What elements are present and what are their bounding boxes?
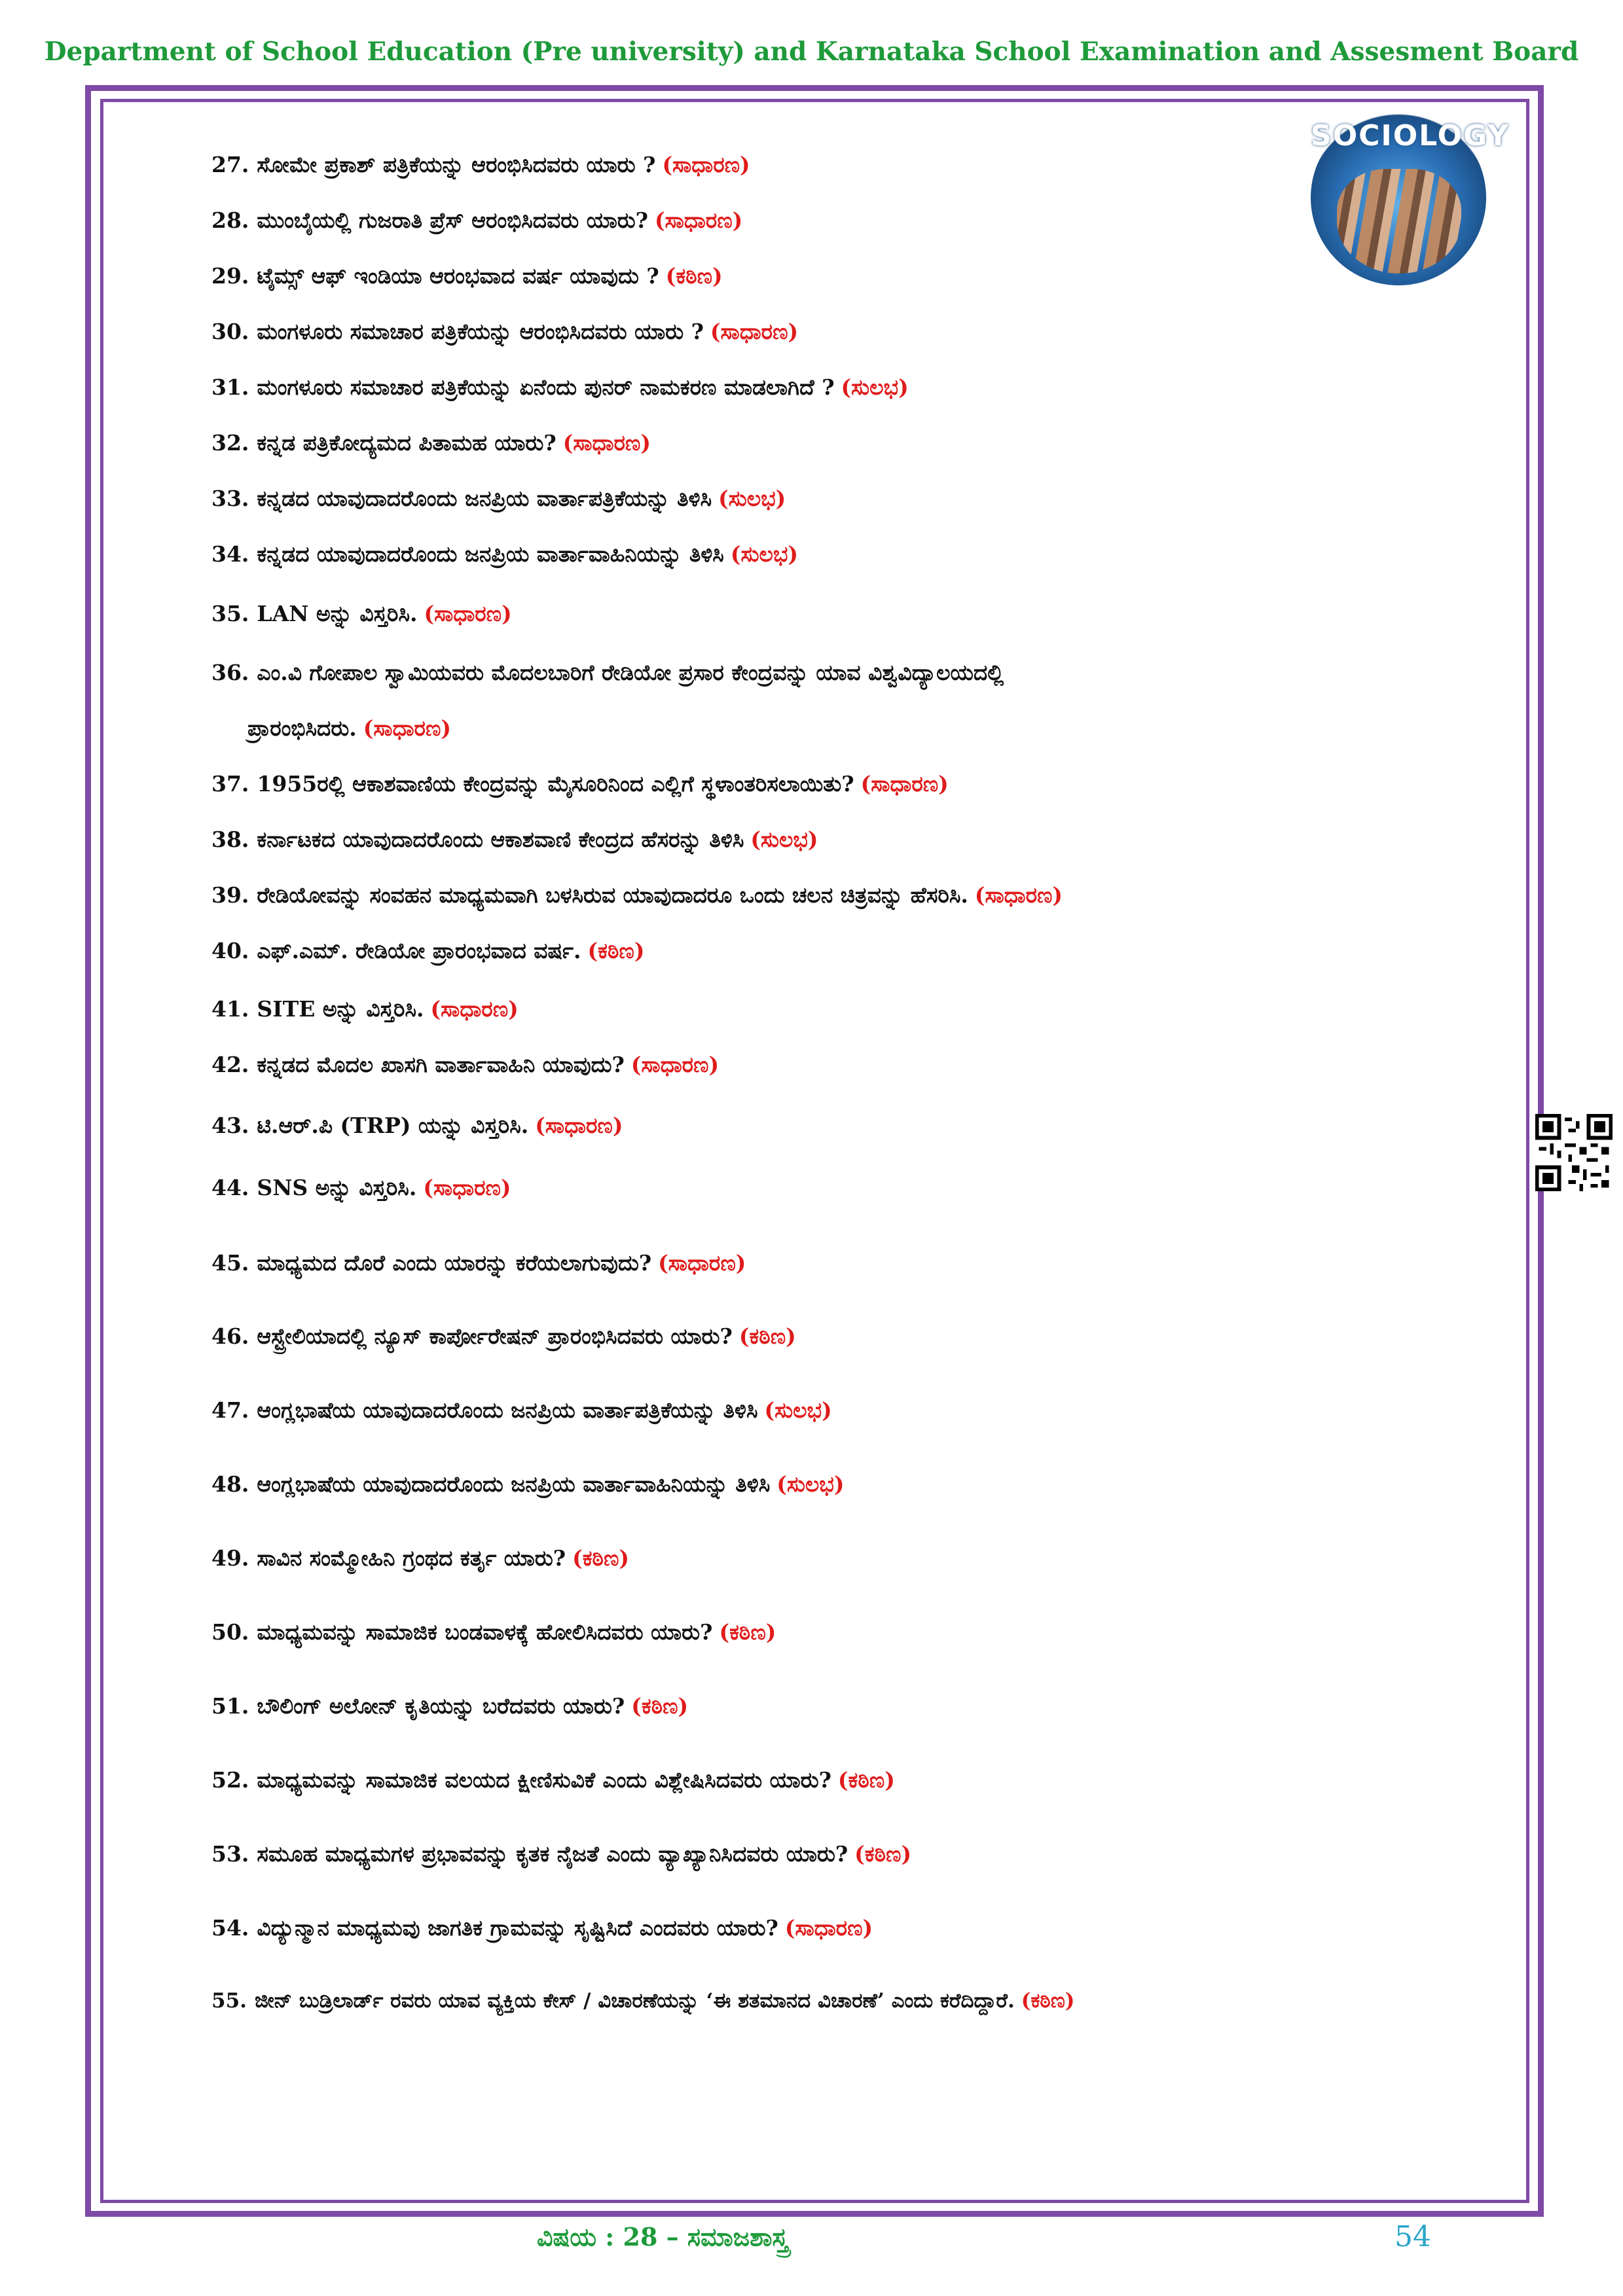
question-44: 44. SNS ಅನ್ನು ವಿಸ್ತರಿಸಿ. (ಸಾಧಾರಣ) <box>211 1175 511 1200</box>
question-54: 54. ವಿದ್ಯುನ್ಮಾನ ಮಾಧ್ಯಮವು ಜಾಗತಿಕ ಗ್ರಾಮವನ್ನು ಸೃಷ್ಟಿಸಿದೆ ಎಂದವರು ಯಾರು? (ಸಾಧಾರಣ) <box>211 1915 873 1941</box>
question-48: 48. ಆಂಗ್ಲಭಾಷೆಯ ಯಾವುದಾದರೊಂದು ಜನಪ್ರಿಯ ವಾರ್ತಾವಾಹಿನಿಯನ್ನು ತಿಳಿಸಿ (ಸುಲಭ) <box>211 1471 845 1497</box>
question-50: 50. ಮಾಧ್ಯಮವನ್ನು ಸಾಮಾಜಿಕ ಬಂಡವಾಳಕ್ಕೆ ಹೋಲಿಸಿದವರು ಯಾರು? (ಕಠಿಣ) <box>211 1619 776 1645</box>
difficulty-level: (ಕಠಿಣ) <box>837 1767 895 1793</box>
difficulty-level: (ಸಾಧಾರಣ) <box>860 771 949 797</box>
question-51: 51. ಬೌಲಿಂಗ್ ಅಲೋನ್ ಕೃತಿಯನ್ನು ಬರೆದವರು ಯಾರು? (ಕಠಿಣ) <box>211 1693 689 1719</box>
question-37: 37. 1955ರಲ್ಲಿ ಆಕಾಶವಾಣಿಯ ಕೇಂದ್ರವನ್ನು ಮೈಸೂರಿನಿಂದ ಎಲ್ಲಿಗೆ ಸ್ಥಳಾಂತರಿಸಲಾಯಿತು? (ಸಾಧಾರಣ) <box>211 771 949 797</box>
question-45: 45. ಮಾಧ್ಯಮದ ದೊರೆ ಎಂದು ಯಾರನ್ನು ಕರೆಯಲಾಗುವುದು? (ಸಾಧಾರಣ) <box>211 1250 746 1276</box>
question-29: 29. ಟೈಮ್ಸ್ ಆಫ್ ಇಂಡಿಯಾ ಆರಂಭವಾದ ವರ್ಷ ಯಾವುದು ? (ಕಠಿಣ) <box>211 263 723 289</box>
difficulty-level: (ಸುಲಭ) <box>764 1397 832 1423</box>
difficulty-level: (ಕಠಿಣ) <box>572 1545 629 1571</box>
page-border-inner <box>100 99 1529 2203</box>
page-number: 54 <box>1395 2220 1431 2253</box>
footer-subject: ವಿಷಯ : 28 – ಸಮಾಜಶಾಸ್ತ್ರ <box>537 2222 788 2251</box>
question-28: 28. ಮುಂಬೈಯಲ್ಲಿ ಗುಜರಾತಿ ಪ್ರೆಸ್ ಆರಂಭಿಸಿದವರು ಯಾರು? (ಸಾಧಾರಣ) <box>211 207 743 233</box>
question-49: 49. ಸಾವಿನ ಸಂಮ್ಮೋಹಿನಿ ಗ್ರಂಥದ ಕರ್ತೃ ಯಾರು? (ಕಠಿಣ) <box>211 1545 629 1571</box>
question-36-continuation: ಪ್ರಾರಂಭಿಸಿದರು. (ಸಾಧಾರಣ) <box>247 715 452 741</box>
question-30: 30. ಮಂಗಳೂರು ಸಮಾಚಾರ ಪತ್ರಿಕೆಯನ್ನು ಆರಂಭಿಸಿದವರು ಯಾರು ? (ಸಾಧಾರಣ) <box>211 319 799 344</box>
question-42: 42. ಕನ್ನಡದ ಮೊದಲ ಖಾಸಗಿ ವಾರ್ತಾವಾಹಿನಿ ಯಾವುದು? (ಸಾಧಾರಣ) <box>211 1052 720 1077</box>
difficulty-level: (ಕಠಿಣ) <box>739 1323 796 1349</box>
difficulty-level: (ಸಾಧಾರಣ) <box>784 1915 873 1941</box>
difficulty-level: (ಕಠಿಣ) <box>587 938 645 963</box>
qr-code-icon <box>1535 1114 1613 1191</box>
question-35: 35. LAN ಅನ್ನು ವಿಸ್ತರಿಸಿ. (ಸಾಧಾರಣ) <box>211 601 512 626</box>
page-header: Department of School Education (Pre university) and Karnataka School Examination and Assesment Board <box>44 37 1579 67</box>
difficulty-level: (ಸುಲಭ) <box>776 1471 845 1497</box>
difficulty-level: (ಕಠಿಣ) <box>719 1619 776 1645</box>
difficulty-level: (ಸಾಧಾರಣ) <box>662 152 750 177</box>
difficulty-level: (ಸಾಧಾರಣ) <box>424 601 512 626</box>
question-31: 31. ಮಂಗಳೂರು ಸಮಾಚಾರ ಪತ್ರಿಕೆಯನ್ನು ಏನೆಂದು ಪುನರ್ ನಾಮಕರಣ ಮಾಡಲಾಗಿದೆ ? (ಸುಲಭ) <box>211 374 909 400</box>
question-40: 40. ಎಫ್.ಎಮ್. ರೇಡಿಯೋ ಪ್ರಾರಂಭವಾದ ವರ್ಷ. (ಕಠಿಣ) <box>211 938 645 963</box>
difficulty-level: (ಸುಲಭ) <box>730 541 799 567</box>
difficulty-level: (ಸುಲಭ) <box>750 827 818 852</box>
difficulty-level: (ಕಠಿಣ) <box>631 1693 689 1719</box>
question-38: 38. ಕರ್ನಾಟಕದ ಯಾವುದಾದರೊಂದು ಆಕಾಶವಾಣಿ ಕೇಂದ್ರದ ಹೆಸರನ್ನು ತಿಳಿಸಿ (ಸುಲಭ) <box>211 827 818 852</box>
question-41: 41. SITE ಅನ್ನು ವಿಸ್ತರಿಸಿ. (ಸಾಧಾರಣ) <box>211 996 519 1022</box>
difficulty-level: (ಸಾಧಾರಣ) <box>363 715 452 741</box>
difficulty-level: (ಕಠಿಣ) <box>1021 1989 1075 2013</box>
difficulty-level: (ಸಾಧಾರಣ) <box>655 207 743 233</box>
question-32: 32. ಕನ್ನಡ ಪತ್ರಿಕೋದ್ಯಮದ ಪಿತಾಮಹ ಯಾರು? (ಸಾಧಾರಣ) <box>211 430 651 456</box>
question-36: 36. ಎಂ.ವಿ ಗೋಪಾಲ ಸ್ವಾಮಿಯವರು ಮೊದಲಬಾರಿಗೆ ರೇಡಿಯೋ ಪ್ರಸಾರ ಕೇಂದ್ರವನ್ನು ಯಾವ ವಿಶ್ವವಿದ್ಯಾಲಯದಲ್ಲಿ <box>211 660 1004 685</box>
difficulty-level: (ಕಠಿಣ) <box>854 1841 912 1867</box>
question-27: 27. ಸೋಮೇ ಪ್ರಕಾಶ್ ಪತ್ರಿಕೆಯನ್ನು ಆರಂಭಿಸಿದವರು ಯಾರು ? (ಸಾಧಾರಣ) <box>211 152 750 177</box>
difficulty-level: (ಸಾಧಾರಣ) <box>430 996 519 1022</box>
question-39: 39. ರೇಡಿಯೋವನ್ನು ಸಂವಹನ ಮಾಧ್ಯಮವಾಗಿ ಬಳಸಿರುವ ಯಾವುದಾದರೂ ಒಂದು ಚಲನ ಚಿತ್ರವನ್ನು ಹೆಸರಿಸಿ. (ಸಾಧಾರಣ) <box>211 882 1063 908</box>
question-43: 43. ಟಿ.ಆರ್.ಪಿ (TRP) ಯನ್ನು ವಿಸ್ತರಿಸಿ. (ಸಾಧಾರಣ) <box>211 1113 623 1138</box>
raised-hands-graphic <box>1337 169 1461 274</box>
question-33: 33. ಕನ್ನಡದ ಯಾವುದಾದರೊಂದು ಜನಪ್ರಿಯ ವಾರ್ತಾಪತ್ರಿಕೆಯನ್ನು ತಿಳಿಸಿ (ಸುಲಭ) <box>211 486 786 511</box>
difficulty-level: (ಕಠಿಣ) <box>665 263 723 289</box>
question-47: 47. ಆಂಗ್ಲಭಾಷೆಯ ಯಾವುದಾದರೊಂದು ಜನಪ್ರಿಯ ವಾರ್ತಾಪತ್ರಿಕೆಯನ್ನು ತಿಳಿಸಿ (ಸುಲಭ) <box>211 1397 832 1423</box>
difficulty-level: (ಸಾಧಾರಣ) <box>562 430 651 456</box>
logo-text: SOCIOLOGY <box>1311 119 1510 152</box>
question-55: 55. ಜೀನ್ ಬುಡ್ರಿಲಾರ್ಡ್ ರವರು ಯಾವ ವ್ಯಕ್ತಿಯ ಕೇಸ್ / ವಿಚಾರಣೆಯನ್ನು ‘ಈ ಶತಮಾನದ ವಿಚಾರಣೆ’ ಎಂದು ಕರೆದಿದ್ದಾರೆ. (ಕಠಿಣ) <box>211 1989 1075 2013</box>
sociology-logo <box>1311 110 1510 285</box>
difficulty-level: (ಸಾಧಾರಣ) <box>974 882 1063 908</box>
difficulty-level: (ಸುಲಭ) <box>841 374 909 400</box>
difficulty-level: (ಸಾಧಾರಣ) <box>710 319 799 344</box>
difficulty-level: (ಸುಲಭ) <box>718 486 786 511</box>
question-34: 34. ಕನ್ನಡದ ಯಾವುದಾದರೊಂದು ಜನಪ್ರಿಯ ವಾರ್ತಾವಾಹಿನಿಯನ್ನು ತಿಳಿಸಿ (ಸುಲಭ) <box>211 541 799 567</box>
difficulty-level: (ಸಾಧಾರಣ) <box>535 1113 623 1138</box>
question-52: 52. ಮಾಧ್ಯಮವನ್ನು ಸಾಮಾಜಿಕ ವಲಯದ ಕ್ಷೀಣಿಸುವಿಕೆ ಎಂದು ವಿಶ್ಲೇಷಿಸಿದವರು ಯಾರು? (ಕಠಿಣ) <box>211 1767 895 1793</box>
question-46: 46. ಆಸ್ಟ್ರೇಲಿಯಾದಲ್ಲಿ ನ್ಯೂಸ್ ಕಾರ್ಪೋರೇಷನ್ ಪ್ರಾರಂಭಿಸಿದವರು ಯಾರು? (ಕಠಿಣ) <box>211 1323 796 1349</box>
difficulty-level: (ಸಾಧಾರಣ) <box>630 1052 720 1077</box>
difficulty-level: (ಸಾಧಾರಣ) <box>658 1250 746 1276</box>
difficulty-level: (ಸಾಧಾರಣ) <box>423 1175 511 1200</box>
question-53: 53. ಸಮೂಹ ಮಾಧ್ಯಮಗಳ ಪ್ರಭಾವವನ್ನು ಕೃತಕ ನೈಜತೆ ಎಂದು ವ್ಯಾಖ್ಯಾನಿಸಿದವರು ಯಾರು? (ಕಠಿಣ) <box>211 1841 912 1867</box>
